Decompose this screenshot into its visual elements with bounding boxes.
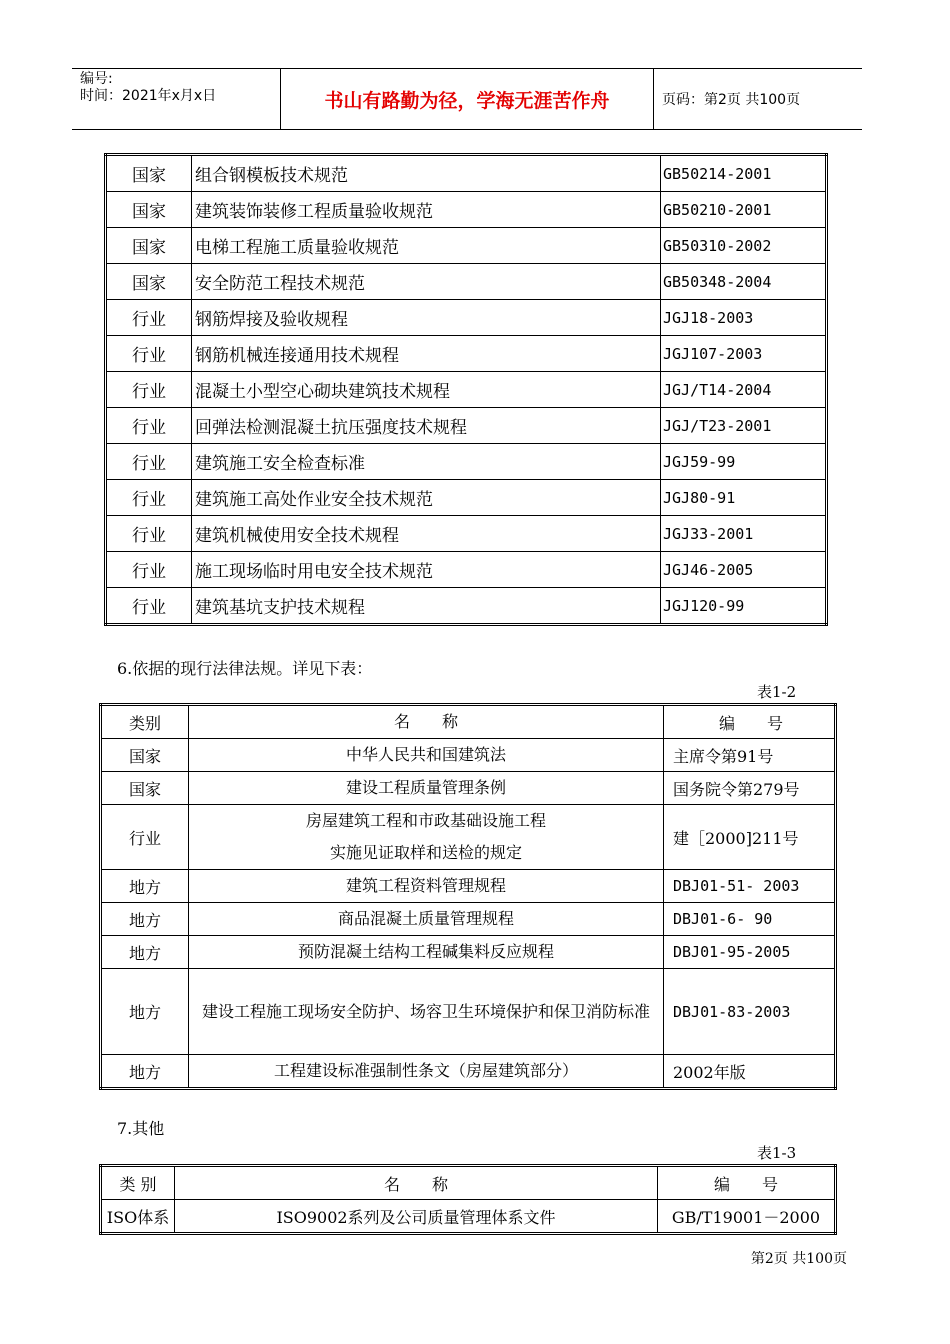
row-category: ISO体系 [101, 1200, 175, 1234]
row-name [189, 805, 664, 870]
row-name: 组合钢模板技术规范 [192, 155, 661, 192]
row-category: 行业 [106, 516, 192, 552]
row-code: JGJ80-91 [661, 480, 827, 516]
row-code: DBJ01-51- 2003 [664, 870, 836, 903]
row-category: 行业 [106, 300, 192, 336]
table-row [106, 516, 827, 552]
table-row [106, 588, 827, 625]
row-category: 行业 [106, 552, 192, 588]
table-row [101, 1200, 836, 1234]
row-name: 预防混凝土结构工程碱集料反应规程 [189, 936, 664, 969]
row-category: 行业 [106, 336, 192, 372]
row-name: 钢筋焊接及验收规程 [192, 300, 661, 336]
row-code: GB50214-2001 [661, 155, 827, 192]
row-name-line: 房屋建筑工程和市政基础设施工程 [305, 811, 546, 830]
row-category: 行业 [106, 408, 192, 444]
row-category: 国家 [106, 228, 192, 264]
row-name: 建筑基坑支护技术规程 [192, 588, 661, 625]
section-7-heading: 7.其他 [117, 1119, 165, 1138]
row-category: 行业 [106, 372, 192, 408]
table-row [106, 372, 827, 408]
row-name: 建筑机械使用安全技术规程 [192, 516, 661, 552]
table-row [106, 444, 827, 480]
row-category: 行业 [106, 444, 192, 480]
table-row [106, 155, 827, 192]
row-category: 行业 [101, 805, 189, 870]
row-code: JGJ/T14-2004 [661, 372, 827, 408]
table-row [106, 228, 827, 264]
row-code: GB50348-2004 [661, 264, 827, 300]
row-code: GB50310-2002 [661, 228, 827, 264]
standards-table-body [106, 155, 827, 625]
row-code: DBJ01-83-2003 [664, 969, 836, 1055]
row-name: 钢筋机械连接通用技术规程 [192, 336, 661, 372]
header-motto: 书山有路勤为径，学海无涯苦作舟 [281, 69, 654, 129]
header-code: 编 号 [664, 705, 836, 739]
table-1-2-label: 表1-2 [757, 683, 797, 701]
other-header-row [101, 1166, 836, 1200]
table-row [106, 480, 827, 516]
other-table [99, 1164, 837, 1235]
table-1-3-label: 表1-3 [757, 1144, 797, 1162]
row-code: JGJ120-99 [661, 588, 827, 625]
row-code: 2002年版 [664, 1055, 836, 1089]
row-name: 中华人民共和国建筑法 [189, 739, 664, 772]
table-row [106, 264, 827, 300]
row-code: DBJ01-95-2005 [664, 936, 836, 969]
row-name: 安全防范工程技术规范 [192, 264, 661, 300]
row-name: 建筑工程资料管理规程 [189, 870, 664, 903]
row-name: 建筑施工安全检查标准 [192, 444, 661, 480]
row-name: 混凝土小型空心砌块建筑技术规程 [192, 372, 661, 408]
doc-number-label: 编号: [80, 71, 113, 87]
row-category: 国家 [101, 772, 189, 805]
table-row [101, 805, 836, 870]
page-header [72, 68, 862, 130]
table-row [106, 336, 827, 372]
row-category: 行业 [106, 480, 192, 516]
doc-time-label: 时间：2021年x月x日 [80, 88, 217, 104]
row-code: 主席令第91号 [664, 739, 836, 772]
row-code: JGJ59-99 [661, 444, 827, 480]
row-code: 国务院令第279号 [664, 772, 836, 805]
standards-table [104, 153, 828, 626]
row-name: 建设工程质量管理条例 [189, 772, 664, 805]
table-row [106, 552, 827, 588]
row-category: 地方 [101, 903, 189, 936]
row-category: 国家 [106, 192, 192, 228]
table-row [101, 772, 836, 805]
row-category: 国家 [106, 264, 192, 300]
row-name: 工程建设标准强制性条文（房屋建筑部分） [189, 1055, 664, 1089]
header-name: 名 称 [189, 705, 664, 739]
row-code: JGJ/T23-2001 [661, 408, 827, 444]
table-row [106, 192, 827, 228]
row-code: GB50210-2001 [661, 192, 827, 228]
table-row [106, 408, 827, 444]
row-category: 行业 [106, 588, 192, 625]
row-category: 国家 [101, 739, 189, 772]
row-name: 电梯工程施工质量验收规范 [192, 228, 661, 264]
row-name: 建筑施工高处作业安全技术规范 [192, 480, 661, 516]
table-row [101, 870, 836, 903]
header-page-info: 页码：第2页 共100页 [662, 92, 801, 108]
header-name: 名 称 [175, 1166, 658, 1200]
table-row [101, 936, 836, 969]
row-category: 国家 [106, 155, 192, 192]
row-code: DBJ01-6- 90 [664, 903, 836, 936]
row-code: 建［2000]211号 [664, 805, 836, 870]
table-row [101, 903, 836, 936]
header-meta [72, 69, 281, 129]
row-name: 施工现场临时用电安全技术规范 [192, 552, 661, 588]
row-name: 回弹法检测混凝土抗压强度技术规程 [192, 408, 661, 444]
table-row [106, 300, 827, 336]
row-name-line: 实施见证取样和送检的规定 [329, 843, 522, 862]
table-row [101, 1055, 836, 1089]
row-code: JGJ107-2003 [661, 336, 827, 372]
table-row [101, 739, 836, 772]
header-category: 类 别 [101, 1166, 175, 1200]
header-category: 类别 [101, 705, 189, 739]
section-6-heading: 6.依据的现行法律法规。详见下表： [117, 659, 373, 678]
row-category: 地方 [101, 870, 189, 903]
row-name: ISO9002系列及公司质量管理体系文件 [175, 1200, 658, 1234]
row-category: 地方 [101, 1055, 189, 1089]
row-name: 建筑装饰装修工程质量验收规范 [192, 192, 661, 228]
row-category: 地方 [101, 969, 189, 1055]
row-name: 商品混凝土质量管理规程 [189, 903, 664, 936]
row-category: 地方 [101, 936, 189, 969]
row-code: JGJ46-2005 [661, 552, 827, 588]
row-code: GB/T19001－2000 [658, 1200, 836, 1234]
row-code: JGJ18-2003 [661, 300, 827, 336]
page-footer: 第2页 共100页 [750, 1251, 847, 1267]
row-name: 建设工程施工现场安全防护、场容卫生环境保护和保卫消防标准 [189, 969, 664, 1055]
header-code: 编 号 [658, 1166, 836, 1200]
laws-table [99, 703, 837, 1090]
table-row [101, 969, 836, 1055]
laws-header-row [101, 705, 836, 739]
row-code: JGJ33-2001 [661, 516, 827, 552]
